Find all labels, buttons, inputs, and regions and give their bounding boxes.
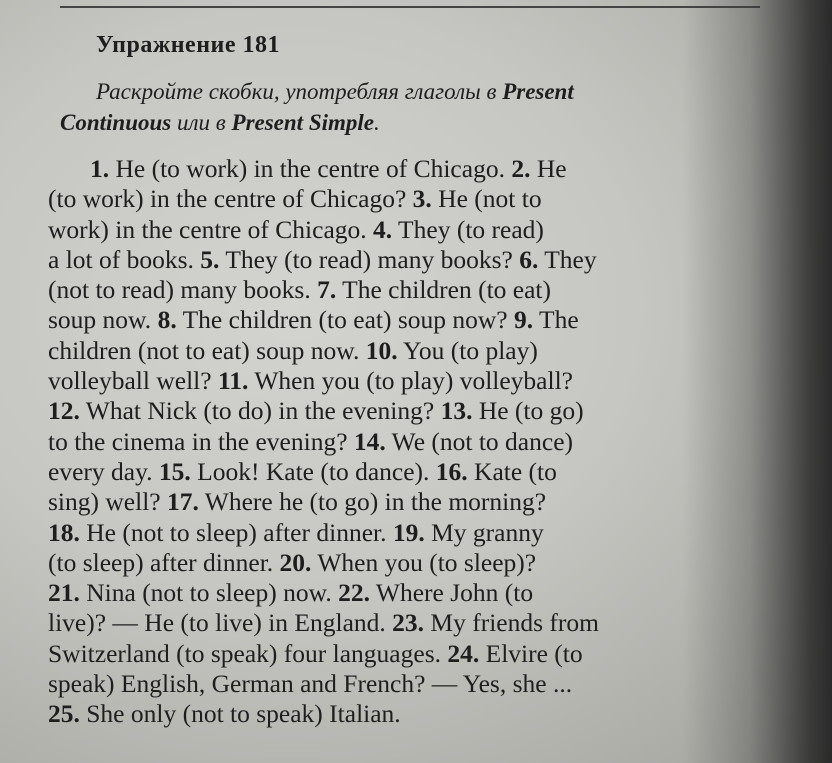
- exercise-number: 8.: [157, 305, 177, 335]
- exercise-number: 23.: [392, 608, 425, 638]
- exercise-number: 11.: [217, 366, 249, 396]
- instruction-bold-present: Present: [502, 79, 574, 104]
- page-edge-shadow: [682, 0, 832, 763]
- exercise-number: 16.: [435, 456, 468, 486]
- exercise-line: soup now. 8. The children (to eat) soup now? 9. The: [48, 305, 579, 335]
- exercise-body: [48, 154, 768, 730]
- exercise-line: (to sleep) after dinner. 20. When you (to sleep)?: [48, 547, 537, 577]
- exercise-line: Switzerland (to speak) four languages. 24. Elvire (to: [48, 638, 583, 668]
- exercise-number: 6.: [519, 244, 539, 274]
- top-rule-divider: [60, 6, 760, 8]
- exercise-number: 12.: [48, 396, 80, 426]
- exercise-line: work) in the centre of Chicago. 4. They (to read): [48, 214, 544, 244]
- exercise-line: speak) English, German and French? — Yes, she ...: [48, 669, 573, 699]
- exercise-number: 19.: [392, 517, 425, 547]
- instruction-middle: или в: [177, 110, 226, 135]
- exercise-heading: Упражнение 181: [96, 32, 281, 58]
- exercise-line: 18. He (not to sleep) after dinner. 19. My granny: [48, 517, 544, 547]
- exercise-line: (not to read) many books. 7. The children (to eat): [48, 275, 552, 305]
- exercise-number: 3.: [412, 184, 432, 214]
- exercise-line: children (not to eat) soup now. 10. You (to play): [48, 335, 538, 365]
- exercise-line: to the cinema in the evening? 14. We (not to dance): [48, 426, 574, 456]
- exercise-instruction: [60, 76, 760, 138]
- instruction-text: Раскройте скобки, употребляя глаголы в: [96, 79, 497, 104]
- exercise-number: 13.: [440, 396, 473, 426]
- exercise-number: 10.: [365, 335, 398, 365]
- exercise-number: 22.: [338, 578, 370, 608]
- instruction-bold-present-simple: Present Simple: [231, 110, 374, 135]
- exercise-number: 9.: [514, 305, 534, 335]
- instruction-end: .: [374, 110, 380, 135]
- instruction-bold-continuous: Continuous: [60, 110, 172, 135]
- exercise-number: 2.: [511, 154, 531, 183]
- exercise-number: 25.: [48, 699, 80, 729]
- exercise-line: sing) well? 17. Where he (to go) in the morning?: [48, 487, 547, 517]
- exercise-line: 12. What Nick (to do) in the evening? 13. He (to go): [48, 396, 584, 426]
- exercise-number: 17.: [166, 487, 199, 517]
- exercise-line: 25. She only (not to speak) Italian.: [48, 699, 401, 729]
- exercise-number: 4.: [373, 214, 393, 244]
- exercise-line: every day. 15. Look! Kate (to dance). 16. Kate (to: [48, 456, 557, 486]
- exercise-line: live)? — He (to live) in England. 23. My friends from: [48, 608, 599, 638]
- exercise-line: a lot of books. 5. They (to read) many books? 6. They: [48, 244, 597, 274]
- exercise-line: 1. He (to work) in the centre of Chicago. 2. He: [90, 154, 567, 183]
- exercise-number: 7.: [317, 275, 337, 305]
- exercise-number: 21.: [48, 578, 80, 608]
- exercise-number: 24.: [447, 638, 480, 668]
- exercise-line: (to work) in the centre of Chicago? 3. He (not to: [48, 184, 542, 214]
- exercise-number: 14.: [353, 426, 386, 456]
- exercise-number: 18.: [48, 517, 80, 547]
- exercise-line: 21. Nina (not to sleep) now. 22. Where John (to: [48, 578, 534, 608]
- exercise-line: volleyball well? 11. When you (to play) volleyball?: [48, 366, 573, 396]
- exercise-number: 15.: [158, 456, 191, 486]
- exercise-number: 20.: [279, 547, 312, 577]
- exercise-number: 1.: [90, 154, 110, 183]
- exercise-number: 5.: [200, 244, 220, 274]
